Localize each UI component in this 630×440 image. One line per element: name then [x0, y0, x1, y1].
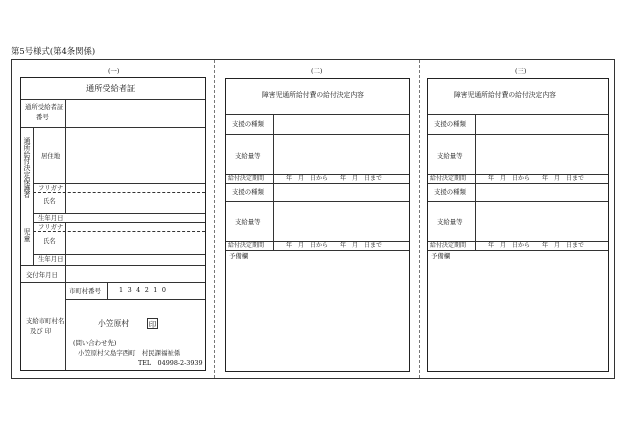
period-label: 給付決定期間 [430, 175, 467, 182]
period-label: 給付決定期間 [228, 175, 265, 182]
issuer-label-2: 及び 印 [30, 327, 52, 335]
decision-panel-title: 障害児通所給付費の給付決定内容 [454, 91, 556, 99]
column-separator [419, 60, 420, 378]
contact-org: 小笠原村父島字西町 村民課福祉係 [78, 349, 181, 357]
section-label-3: (三) [515, 67, 527, 75]
period-value: 年 月 日から 年 月 日まで [286, 242, 383, 249]
period-label: 給付決定期間 [228, 242, 265, 249]
column-separator [214, 60, 215, 378]
form-sheet [11, 59, 615, 379]
section-label-1: (一) [108, 67, 120, 75]
recipient-no-label-1: 通所受給者証 [25, 103, 64, 111]
issuer-name: 小笠原村 [98, 319, 130, 328]
decision-panel-title: 障害児通所給付費の給付決定内容 [262, 91, 364, 99]
municipality-no-value: 134210 [119, 286, 171, 294]
issue-date-label: 交付年月日 [26, 271, 58, 279]
period-value: 年 月 日から 年 月 日まで [286, 175, 383, 182]
form-caption: 第5号様式(第4条関係) [11, 46, 96, 56]
child-name-label: 氏名 [43, 237, 56, 245]
recipient-no-label-2: 番号 [36, 113, 49, 121]
guardian-furigana-label: フリガナ [38, 184, 64, 192]
recipient-card [20, 77, 206, 371]
support-type-label: 支援の種類 [232, 188, 264, 196]
issuer-label: 支給市町村名 [26, 317, 65, 325]
support-type-label: 支援の種類 [232, 120, 264, 128]
amount-label: 支給量等 [437, 152, 463, 160]
amount-label: 支給量等 [235, 218, 261, 226]
guardian-name-label: 氏名 [43, 197, 56, 205]
contact-tel: TEL 04998-2-3939 [138, 359, 203, 367]
support-type-label: 支援の種類 [434, 120, 466, 128]
period-value: 年 月 日から 年 月 日まで [488, 175, 585, 182]
decision-panel-2 [427, 78, 609, 372]
address-label: 居住地 [41, 152, 61, 160]
period-value: 年 月 日から 年 月 日まで [488, 242, 585, 249]
child-birthdate-label: 生年月日 [38, 255, 64, 263]
card-title: 通所受給者証 [86, 83, 136, 93]
notes-label: 予備欄 [229, 252, 249, 260]
contact-heading: (問い合わせ先) [73, 339, 117, 347]
guardian-birthdate-label: 生年月日 [38, 214, 64, 222]
seal-mark: 印 [148, 320, 157, 329]
notes-label: 予備欄 [431, 252, 451, 260]
child-group-label: 児 童 [23, 228, 31, 243]
support-type-label: 支援の種類 [434, 188, 466, 196]
guardian-group-label: 通 所 給 付 決 定 保 護 者 [23, 137, 31, 200]
period-label: 給付決定期間 [430, 242, 467, 249]
decision-panel-1 [225, 78, 410, 372]
amount-label: 支給量等 [235, 152, 261, 160]
amount-label: 支給量等 [437, 218, 463, 226]
municipality-no-label: 市町村番号 [69, 287, 101, 295]
section-label-2: (二) [311, 67, 323, 75]
child-furigana-label: フリガナ [38, 223, 64, 231]
